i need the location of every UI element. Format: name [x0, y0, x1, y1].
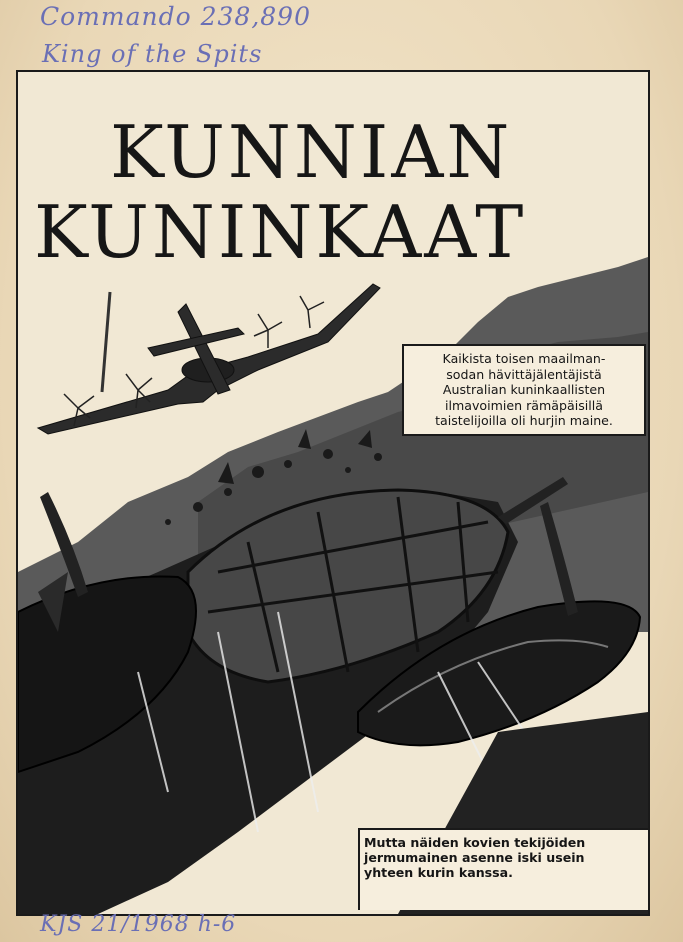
- caption-bottom-line: jermumainen asenne iski usein: [364, 850, 585, 865]
- fighter-plane: [38, 284, 380, 434]
- caption-bottom-line: yhteen kurin kanssa.: [364, 865, 513, 880]
- handwritten-note-title: King of the Spits: [42, 40, 263, 68]
- caption-top-line: Kaikista toisen maailman-: [442, 351, 606, 366]
- caption-top-line: Australian kuninkaallisten: [442, 382, 606, 397]
- caption-top-line: sodan hävittäjälentäjistä: [446, 366, 602, 382]
- comic-panel: [16, 70, 650, 916]
- caption-box-top: [402, 344, 646, 436]
- caption-top-line: ilmavoimien rämäpäisillä: [444, 397, 603, 413]
- caption-box-bottom: [358, 828, 650, 910]
- caption-bottom-line: Mutta näiden kovien tekijöiden: [364, 835, 586, 850]
- handwritten-note-footer: KJS 21/1968 h-6: [40, 912, 237, 937]
- title-line-1: KUNNIAN: [110, 110, 513, 194]
- title-line-2: KUNINKAAT: [34, 190, 527, 274]
- caption-top-line: taistelijoilla oli hurjin maine.: [435, 413, 613, 428]
- handwritten-note-issue: Commando 238,890: [40, 2, 311, 31]
